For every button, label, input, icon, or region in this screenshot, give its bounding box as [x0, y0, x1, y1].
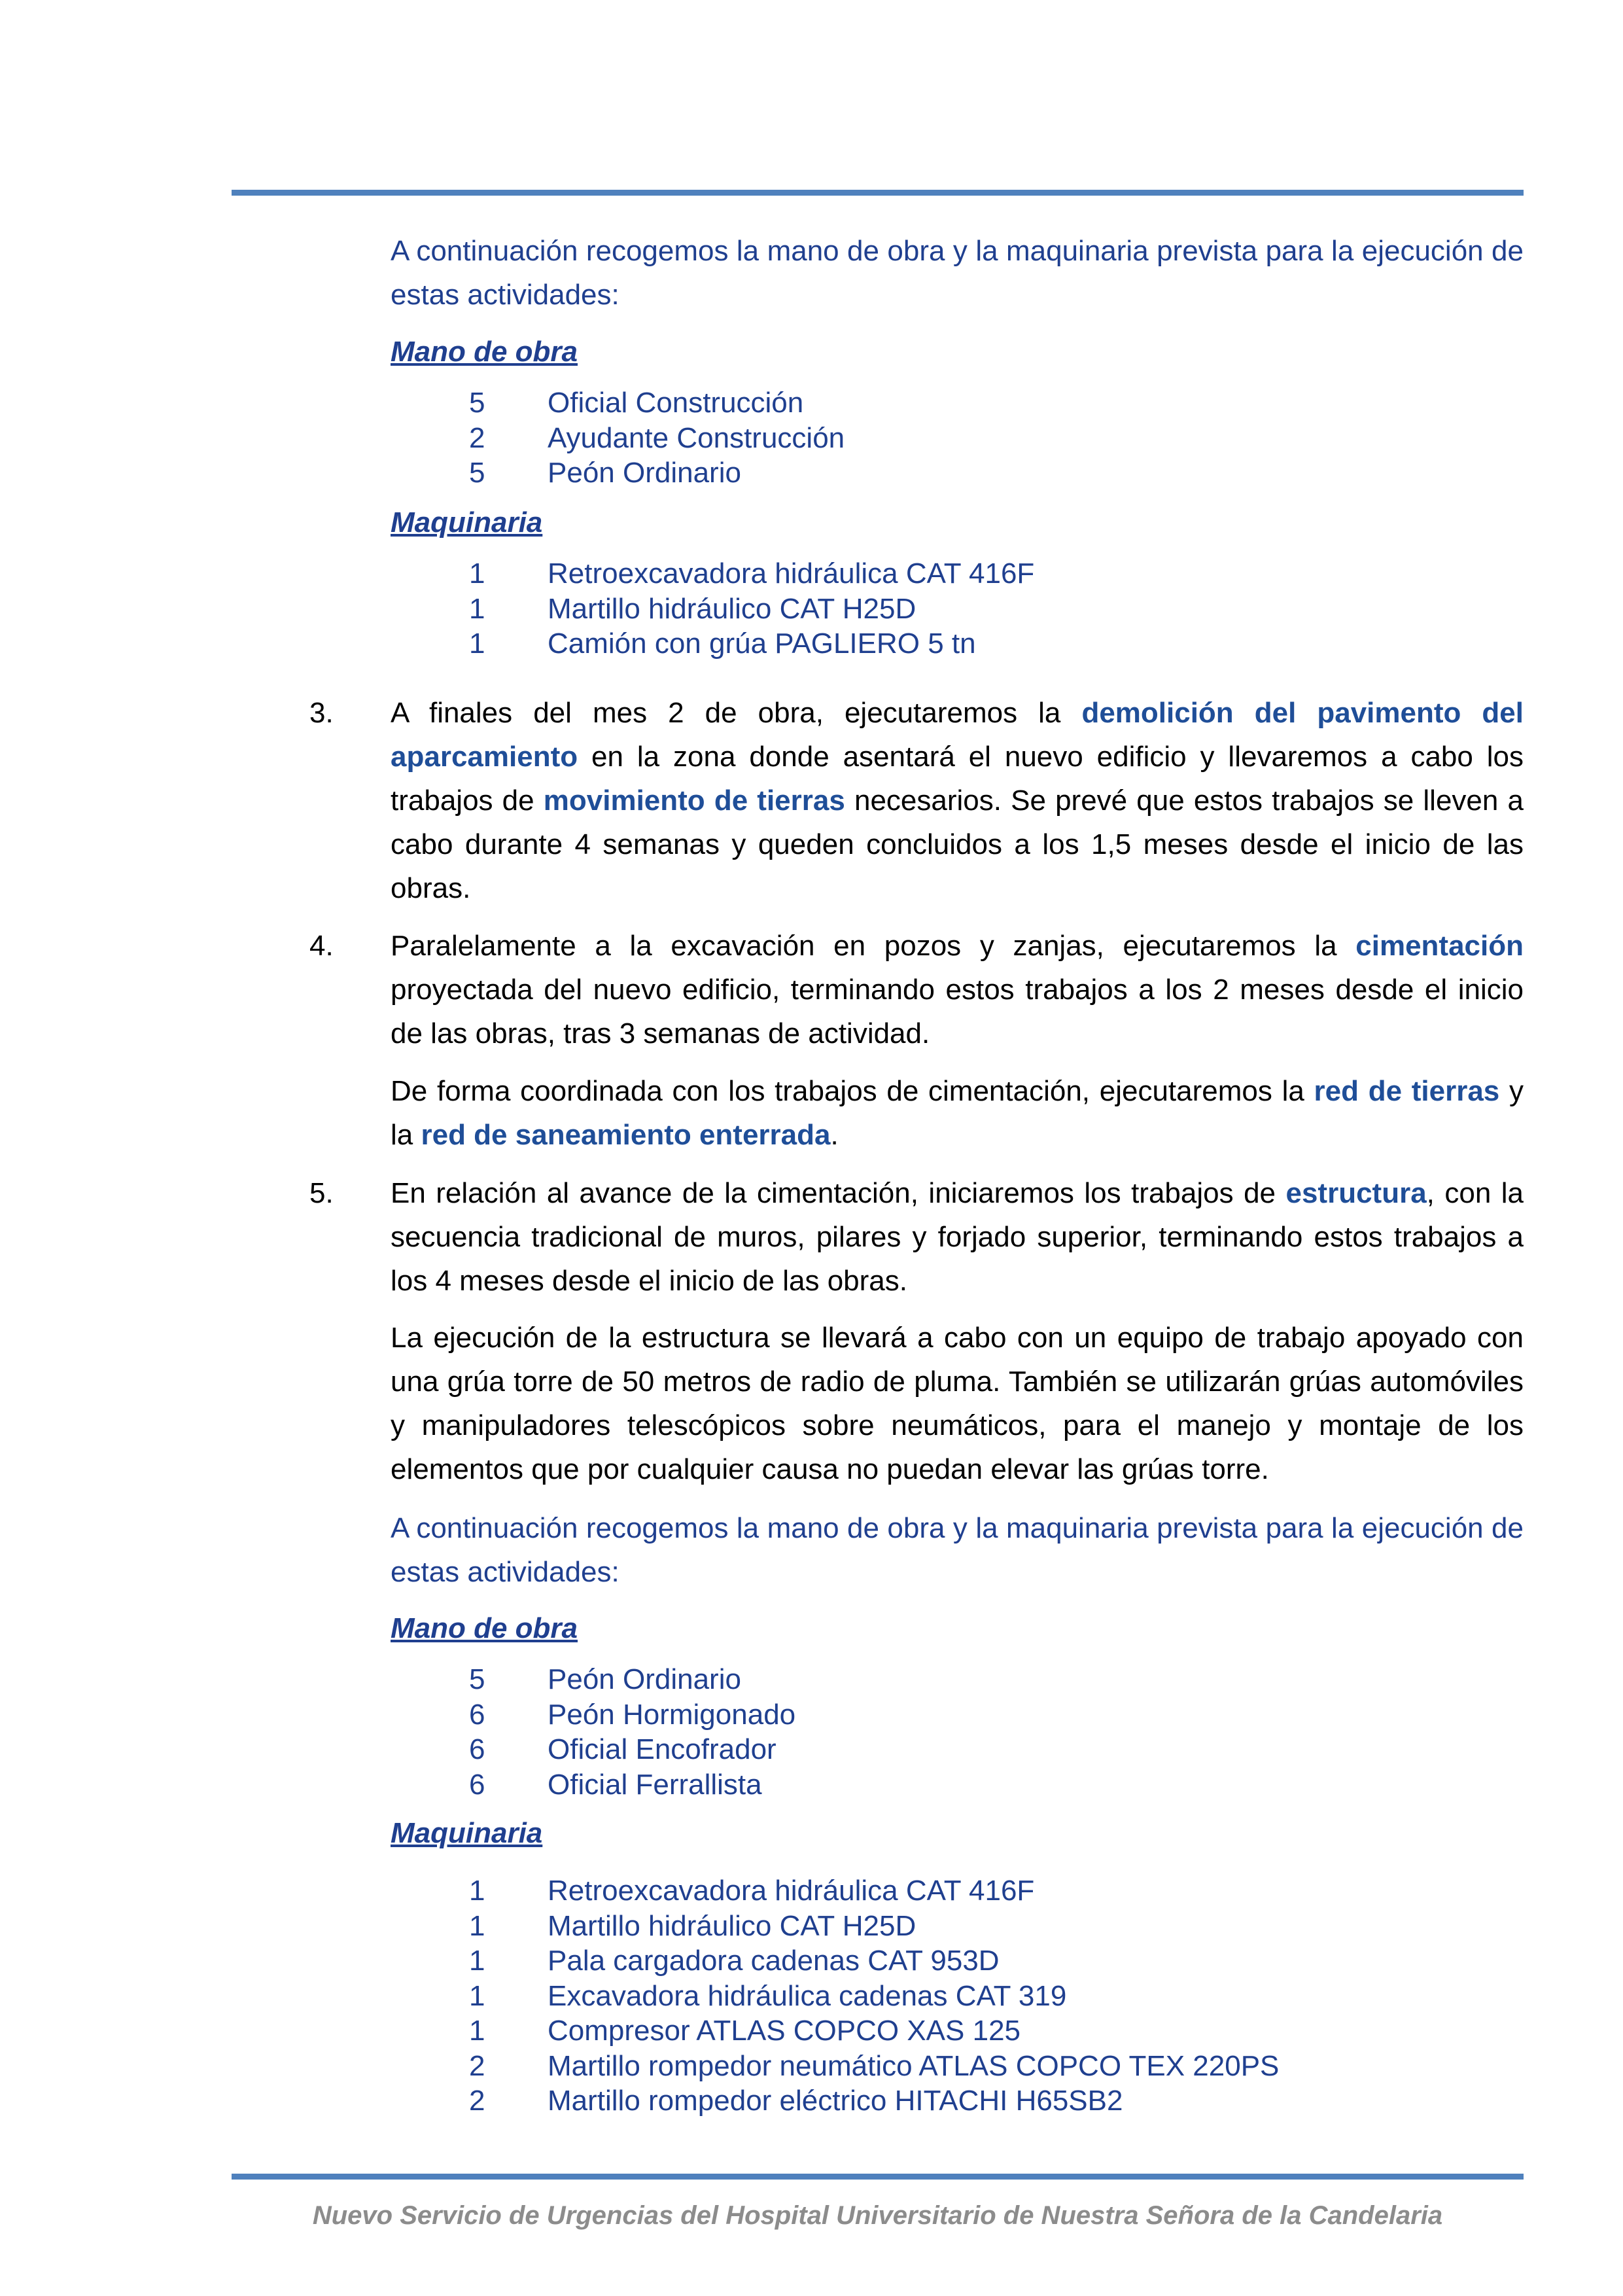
block2-machinery-list [391, 1873, 1524, 2119]
block1-intro: A continuación recogemos la mano de obra y la maquinaria prevista para la ejecución de estas actividades: [391, 235, 1524, 311]
item-description: Martillo rompedor eléctrico HITACHI H65SB2 [548, 2085, 1123, 2117]
item-quantity: 1 [469, 2015, 485, 2047]
item-quantity: 1 [469, 1945, 485, 1977]
list-item [391, 592, 1524, 627]
item-quantity: 1 [469, 592, 485, 625]
list-item [391, 385, 1524, 421]
item-description: Peón Ordinario [548, 457, 741, 489]
list-item [391, 2013, 1524, 2049]
list-item [391, 1767, 1524, 1803]
item-quantity: 1 [469, 1875, 485, 1907]
item4-paragraph: Paralelamente a la excavación en pozos y zanjas, ejecutaremos la cimentación proyectada del nuevo edificio, terminando estos trabajos a los 2 meses desde el inicio de las obras, tras 3 semanas de actividad. [391, 930, 1524, 1050]
block2-labor-list [391, 1662, 1524, 1802]
item5-paragraph: En relación al avance de la cimentación, iniciaremos los trabajos de estructura, con la secuencia tradicional de muros, pilares y forjado superior, terminando estos trabajos a los 4 meses desde el inicio de las obras. [391, 1177, 1524, 1297]
item-quantity: 5 [469, 457, 485, 489]
block2-intro: A continuación recogemos la mano de obra y la maquinaria prevista para la ejecución de estas actividades: [391, 1512, 1524, 1588]
item3-number: 3. [309, 697, 334, 729]
item-quantity: 1 [469, 557, 485, 590]
item-quantity: 2 [469, 2085, 485, 2117]
item-description: Excavadora hidráulica cadenas CAT 319 [548, 1979, 1067, 2012]
item-quantity: 5 [469, 1663, 485, 1695]
item-quantity: 6 [469, 1698, 485, 1731]
block1-machinery-list [391, 556, 1524, 662]
block1-machinery-heading: Maquinaria [391, 506, 543, 539]
item-description: Compresor ATLAS COPCO XAS 125 [548, 2015, 1021, 2047]
header-rule [232, 190, 1524, 196]
block1-labor-list [391, 385, 1524, 491]
list-item [391, 1662, 1524, 1697]
item-quantity: 5 [469, 387, 485, 419]
item-description: Oficial Construcción [548, 387, 804, 419]
item-description: Ayudante Construcción [548, 421, 845, 454]
list-item [391, 626, 1524, 662]
item-description: Oficial Ferrallista [548, 1768, 762, 1801]
item4-paragraph-2: De forma coordinada con los trabajos de cimentación, ejecutaremos la red de tierras y la red de saneamiento enterrada. [391, 1075, 1524, 1151]
item3-paragraph: A finales del mes 2 de obra, ejecutaremos la demolición del pavimento del aparcamiento en la zona donde asentará el nuevo edificio y llevaremos a cabo los trabajos de movimiento de tierras necesarios. Se prevé que estos trabajos se lleven a cabo durante 4 semanas y queden concluidos a los 1,5 meses desde el inicio de las obras. [391, 697, 1524, 904]
list-item [391, 1697, 1524, 1733]
item-description: Retroexcavadora hidráulica CAT 416F [548, 557, 1035, 590]
list-item [391, 421, 1524, 456]
list-item [391, 556, 1524, 592]
item5-paragraph-2: La ejecución de la estructura se llevará a cabo con un equipo de trabajo apoyado con una grúa torre de 50 metros de radio de pluma. También se utilizarán grúas automóviles y manipuladores telescópicos sobre neumáticos, para el manejo y montaje de los elementos que por cualquier causa no puedan elevar las grúas torre. [391, 1322, 1524, 1485]
item-description: Martillo rompedor neumático ATLAS COPCO TEX 220PS [548, 2049, 1280, 2082]
block2-machinery-heading: Maquinaria [391, 1817, 543, 1849]
item-description: Martillo hidráulico CAT H25D [548, 592, 916, 625]
list-item [391, 1873, 1524, 1909]
item-description: Pala cargadora cadenas CAT 953D [548, 1945, 1000, 1977]
item-description: Martillo hidráulico CAT H25D [548, 1909, 916, 1942]
list-item [391, 2049, 1524, 2084]
block2-labor-heading: Mano de obra [391, 1612, 578, 1644]
list-item [391, 1943, 1524, 1979]
item-description: Peón Hormigonado [548, 1698, 796, 1731]
item-description: Camión con grúa PAGLIERO 5 tn [548, 627, 976, 660]
item5-number: 5. [309, 1177, 334, 1209]
item-description: Retroexcavadora hidráulica CAT 416F [548, 1875, 1035, 1907]
item-quantity: 2 [469, 421, 485, 454]
page-footer: Nuevo Servicio de Urgencias del Hospital Universitario de Nuestra Señora de la Candelaria [312, 2201, 1443, 2230]
list-item [391, 455, 1524, 491]
item-description: Peón Ordinario [548, 1663, 741, 1695]
item-quantity: 6 [469, 1733, 485, 1765]
item-quantity: 2 [469, 2049, 485, 2082]
item-quantity: 1 [469, 627, 485, 660]
list-item [391, 1909, 1524, 1944]
list-item [391, 2083, 1524, 2119]
item-quantity: 1 [469, 1979, 485, 2012]
item4-number: 4. [309, 930, 334, 962]
item-description: Oficial Encofrador [548, 1733, 777, 1765]
item-quantity: 6 [469, 1768, 485, 1801]
list-item [391, 1732, 1524, 1767]
block1-labor-heading: Mano de obra [391, 336, 578, 368]
list-item [391, 1979, 1524, 2014]
footer-rule [232, 2174, 1524, 2180]
item-quantity: 1 [469, 1909, 485, 1942]
